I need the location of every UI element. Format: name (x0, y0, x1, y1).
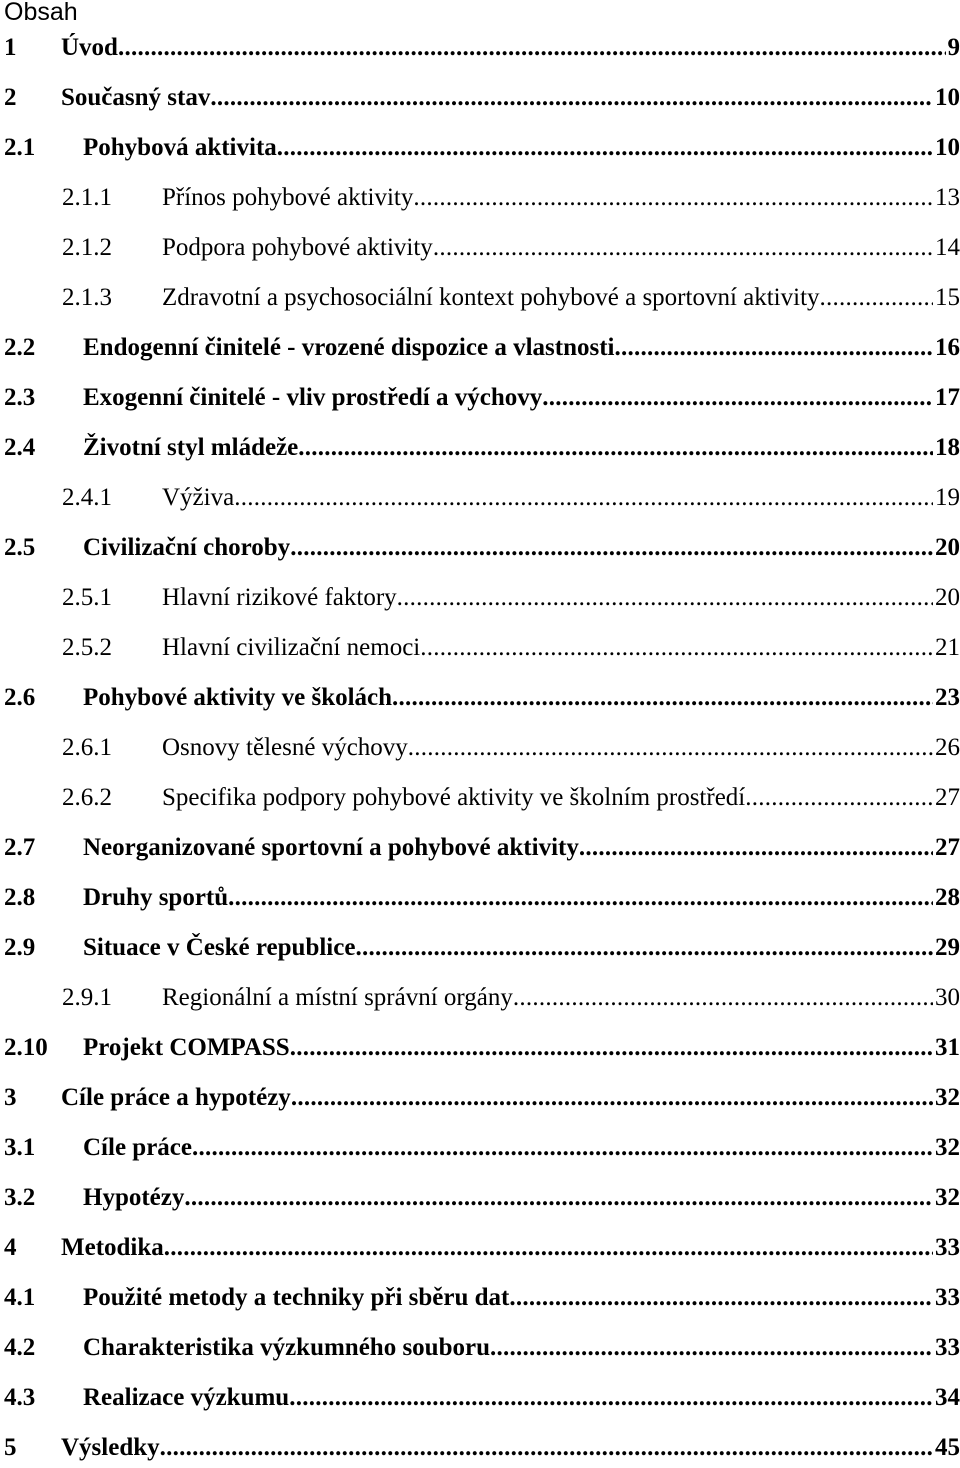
toc-entry-title: Hlavní rizikové faktory (162, 578, 397, 618)
toc-entry[interactable] (0, 478, 960, 518)
toc-entry-number: 2.1.2 (62, 228, 112, 268)
toc-entry-page: 13 (933, 178, 960, 218)
toc-entry[interactable] (0, 428, 960, 468)
toc-dot-leader (291, 1078, 933, 1118)
toc-entry-page: 32 (933, 1178, 960, 1218)
toc-entry[interactable] (0, 828, 960, 868)
toc-entry-page: 29 (933, 928, 960, 968)
toc-entry-line[interactable] (83, 1128, 960, 1168)
toc-dot-leader (277, 128, 933, 168)
toc-entry-line[interactable] (83, 1378, 960, 1418)
toc-entry-title: Charakteristika výzkumného souboru (83, 1328, 490, 1368)
toc-entry-title: Cíle práce a hypotézy (61, 1078, 291, 1118)
toc-dot-leader (820, 278, 933, 318)
toc-entry-line[interactable] (83, 128, 960, 168)
toc-entry-line[interactable] (162, 728, 960, 768)
toc-entry-page: 32 (933, 1128, 960, 1168)
toc-entry[interactable] (0, 1178, 960, 1218)
toc-entry[interactable] (0, 1028, 960, 1068)
toc-entry[interactable] (0, 1278, 960, 1318)
toc-entry-title: Životní styl mládeže (83, 428, 298, 468)
toc-entry-number: 2 (4, 78, 17, 118)
toc-entry-number: 4 (4, 1228, 17, 1268)
toc-entry-number: 2.2 (4, 328, 35, 368)
toc-entry-title: Současný stav (61, 78, 210, 118)
toc-entry-number: 2.1 (4, 128, 35, 168)
toc-dot-leader (289, 1378, 933, 1418)
toc-entry[interactable] (0, 978, 960, 1018)
toc-entry-line[interactable] (61, 1228, 960, 1268)
toc-entry-line[interactable] (162, 278, 960, 318)
toc-entry-number: 2.6.2 (62, 778, 112, 818)
toc-entry-line[interactable] (83, 1028, 960, 1068)
toc-entry-number: 4.3 (4, 1378, 35, 1418)
toc-entry-line[interactable] (83, 1278, 960, 1318)
toc-dot-leader (579, 828, 933, 868)
toc-entry-number: 2.9.1 (62, 978, 112, 1018)
toc-entry-page: 17 (933, 378, 960, 418)
toc-dot-leader (160, 1428, 933, 1468)
toc-entry-line[interactable] (83, 928, 960, 968)
toc-entry-title: Civilizační choroby (83, 528, 290, 568)
toc-entry-number: 5 (4, 1428, 17, 1468)
toc-dot-leader (298, 428, 933, 468)
toc-entry-number: 2.7 (4, 828, 35, 868)
toc-entry-title: Metodika (61, 1228, 164, 1268)
toc-entry-title: Zdravotní a psychosociální kontext pohybové a sportovní aktivity (162, 278, 820, 318)
toc-entry-line[interactable] (162, 578, 960, 618)
toc-entry-line[interactable] (162, 228, 960, 268)
toc-entry-title: Regionální a místní správní orgány (162, 978, 513, 1018)
toc-entry-page: 33 (933, 1328, 960, 1368)
toc-entry[interactable] (0, 778, 960, 818)
toc-entry-number: 4.1 (4, 1278, 35, 1318)
toc-entry-number: 2.4 (4, 428, 35, 468)
toc-entry-line[interactable] (83, 328, 960, 368)
toc-entry-page: 34 (933, 1378, 960, 1418)
toc-entry-number: 2.5.1 (62, 578, 112, 618)
toc-entry-title: Podpora pohybové aktivity (162, 228, 433, 268)
toc-entry-page: 10 (933, 128, 960, 168)
toc-dot-leader (420, 628, 933, 668)
toc-entry[interactable] (0, 578, 960, 618)
toc-entry-line[interactable] (83, 878, 960, 918)
toc-dot-leader (509, 1278, 933, 1318)
toc-dot-leader (184, 1178, 933, 1218)
toc-dot-leader (392, 678, 933, 718)
toc-entry[interactable] (0, 128, 960, 168)
toc-dot-leader (210, 78, 933, 118)
toc-entry-line[interactable] (83, 1178, 960, 1218)
toc-entry-line[interactable] (162, 628, 960, 668)
toc-entry-page: 20 (933, 528, 960, 568)
toc-entry-page: 33 (933, 1228, 960, 1268)
toc-entry[interactable] (0, 678, 960, 718)
toc-entry-page: 15 (933, 278, 960, 318)
toc-entry-line[interactable] (61, 78, 960, 118)
toc-entry-title: Výsledky (61, 1428, 160, 1468)
toc-dot-leader (433, 228, 933, 268)
toc-entry-title: Druhy sportů (83, 878, 228, 918)
toc-entry-line[interactable] (162, 978, 960, 1018)
toc-entry[interactable] (0, 1428, 960, 1468)
toc-entry-page: 16 (933, 328, 960, 368)
toc-dot-leader (192, 1128, 933, 1168)
toc-entry-page: 28 (933, 878, 960, 918)
toc-entry[interactable] (0, 528, 960, 568)
toc-entry[interactable] (0, 28, 960, 68)
toc-entry[interactable] (0, 1328, 960, 1368)
toc-dot-leader (513, 978, 933, 1018)
toc-entry-number: 1 (4, 28, 17, 68)
toc-entry-title: Osnovy tělesné výchovy (162, 728, 408, 768)
toc-entry-title: Pohybové aktivity ve školách (83, 678, 392, 718)
toc-entry-line[interactable] (61, 28, 960, 68)
toc-entry-line[interactable] (162, 778, 960, 818)
toc-entry-number: 2.8 (4, 878, 35, 918)
toc-entry[interactable] (0, 878, 960, 918)
toc-entry-page: 19 (933, 478, 960, 518)
toc-entry-line[interactable] (61, 1428, 960, 1468)
toc-entry-page: 23 (933, 678, 960, 718)
toc-entry[interactable] (0, 1378, 960, 1418)
toc-dot-leader (234, 478, 933, 518)
toc-entry[interactable] (0, 78, 960, 118)
toc-entry-page: 31 (933, 1028, 960, 1068)
toc-entry-page: 14 (933, 228, 960, 268)
toc-entry-title: Přínos pohybové aktivity (162, 178, 413, 218)
toc-dot-leader (290, 528, 933, 568)
toc-entry-page: 9 (946, 28, 960, 68)
toc-entry[interactable] (0, 378, 960, 418)
toc-entry-title: Hypotézy (83, 1178, 184, 1218)
toc-entry-number: 2.5 (4, 528, 35, 568)
toc-entry-number: 3 (4, 1078, 17, 1118)
toc-dot-leader (745, 778, 933, 818)
toc-entry[interactable] (0, 1228, 960, 1268)
toc-entry[interactable] (0, 228, 960, 268)
toc-entry-page: 18 (933, 428, 960, 468)
toc-entry-number: 2.4.1 (62, 478, 112, 518)
toc-dot-leader (290, 1028, 933, 1068)
toc-entry-title: Neorganizované sportovní a pohybové aktivity (83, 828, 579, 868)
toc-entry-page: 27 (933, 828, 960, 868)
toc-entry-title: Exogenní činitelé - vliv prostředí a výchovy (83, 378, 542, 418)
toc-entry-line[interactable] (83, 428, 960, 468)
toc-entry-line[interactable] (61, 1078, 960, 1118)
toc-entry-title: Specifika podpory pohybové aktivity ve školním prostředí (162, 778, 745, 818)
toc-entry-title: Výživa (162, 478, 234, 518)
toc-entry-line[interactable] (162, 478, 960, 518)
toc-entry-number: 2.10 (4, 1028, 48, 1068)
toc-dot-leader (542, 378, 933, 418)
toc-entry-line[interactable] (162, 178, 960, 218)
toc-entry-number: 3.1 (4, 1128, 35, 1168)
toc-heading: Obsah (4, 0, 78, 28)
toc-entry-number: 2.6.1 (62, 728, 112, 768)
toc-entry[interactable] (0, 1128, 960, 1168)
toc-entry-page: 27 (933, 778, 960, 818)
toc-dot-leader (614, 328, 933, 368)
toc-entry-number: 2.1.1 (62, 178, 112, 218)
toc-dot-leader (397, 578, 933, 618)
toc-dot-leader (355, 928, 933, 968)
toc-entry[interactable] (0, 178, 960, 218)
toc-entry-title: Použité metody a techniky při sběru dat (83, 1278, 509, 1318)
toc-dot-leader (490, 1328, 933, 1368)
toc-entry-title: Situace v České republice (83, 928, 355, 968)
toc-entry-number: 2.9 (4, 928, 35, 968)
toc-entry-number: 3.2 (4, 1178, 35, 1218)
toc-entry[interactable] (0, 328, 960, 368)
toc-entry-page: 26 (933, 728, 960, 768)
toc-entry-number: 2.6 (4, 678, 35, 718)
toc-entry-page: 20 (933, 578, 960, 618)
toc-dot-leader (118, 28, 946, 68)
toc-dot-leader (164, 1228, 933, 1268)
toc-entry-line[interactable] (83, 678, 960, 718)
toc-entry-title: Projekt COMPASS (83, 1028, 290, 1068)
toc-entry-title: Úvod (61, 28, 118, 68)
toc-entry-number: 2.1.3 (62, 278, 112, 318)
toc-entry-title: Realizace výzkumu (83, 1378, 289, 1418)
toc-entry-number: 4.2 (4, 1328, 35, 1368)
toc-entry-line[interactable] (83, 378, 960, 418)
toc-entry-page: 33 (933, 1278, 960, 1318)
toc-entry-page: 45 (933, 1428, 960, 1468)
toc-entry[interactable] (0, 1078, 960, 1118)
toc-dot-leader (408, 728, 933, 768)
toc-dot-leader (228, 878, 933, 918)
toc-entry-number: 2.3 (4, 378, 35, 418)
toc-entry[interactable] (0, 928, 960, 968)
toc-entry-title: Cíle práce (83, 1128, 192, 1168)
toc-entry-title: Endogenní činitelé - vrozené dispozice a vlastnosti (83, 328, 614, 368)
toc-entry[interactable] (0, 278, 960, 318)
toc-entry-title: Pohybová aktivita (83, 128, 277, 168)
toc-entry-line[interactable] (83, 1328, 960, 1368)
toc-entry-page: 10 (933, 78, 960, 118)
toc-entry-line[interactable] (83, 828, 960, 868)
toc-dot-leader (413, 178, 933, 218)
toc-entry-page: 30 (933, 978, 960, 1018)
toc-entry-page: 32 (933, 1078, 960, 1118)
toc-entry[interactable] (0, 628, 960, 668)
toc-entry-line[interactable] (83, 528, 960, 568)
toc-entry[interactable] (0, 728, 960, 768)
toc-entry-number: 2.5.2 (62, 628, 112, 668)
toc-entry-page: 21 (933, 628, 960, 668)
toc-entry-title: Hlavní civilizační nemoci (162, 628, 420, 668)
